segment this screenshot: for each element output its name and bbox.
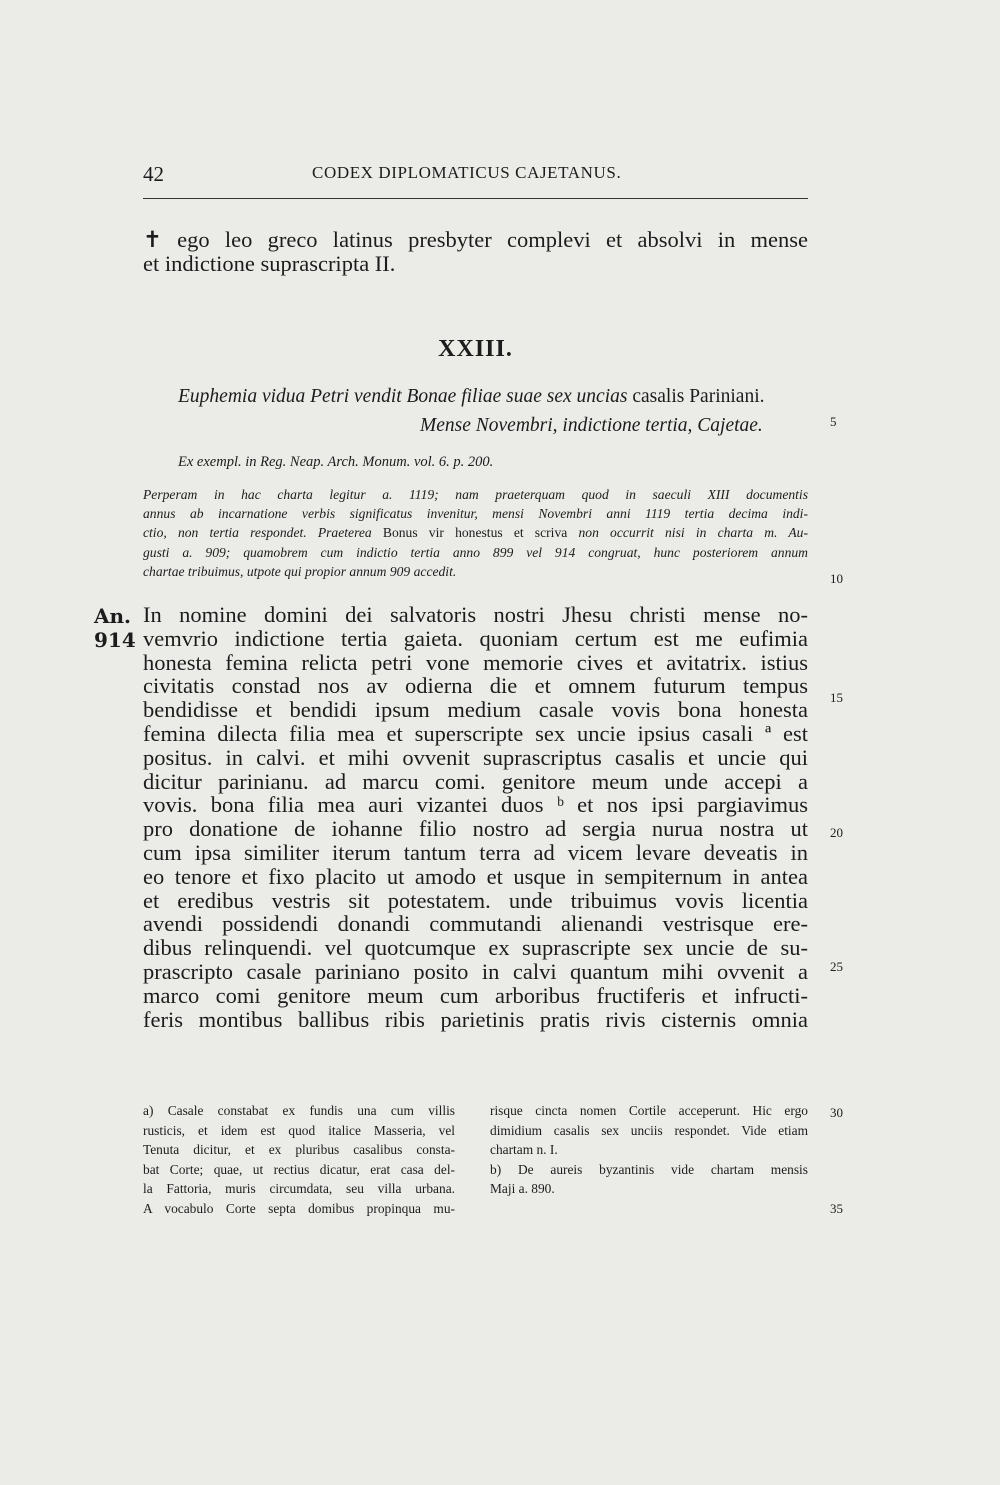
header-rule	[143, 198, 808, 199]
note-line: annus ab incarnatione verbis significatus invenitur, mensi Novembri anni 1119 tertia decima indi-	[143, 506, 808, 522]
summary-line-2: Mense Novembri, indictione tertia, Cajetae.	[420, 415, 763, 436]
summary-line-1	[178, 382, 765, 411]
footnote-line: chartam n. I.	[490, 1142, 558, 1158]
line-number: 10	[830, 571, 843, 586]
footnote-line: Tenuta dicitur, et ex pluribus casalibus consta-	[143, 1142, 455, 1158]
source-citation: Ex exempl. in Reg. Neap. Arch. Monum. vol. 6. p. 200.	[178, 454, 494, 470]
text-line: et eredibus vestris sit potestatem. unde tribuimus vovis licentia	[143, 887, 808, 913]
summary-italic: Euphemia vidua Petri vendit Bonae filiae suae sex uncias	[178, 386, 628, 407]
text-line: honesta femina relicta petri vone memorie cives et avitatrix. istius	[143, 649, 808, 675]
margin-year-label: An.	[94, 604, 132, 628]
text-line: marco comi genitore meum cum arboribus fructiferis et infructi-	[143, 982, 808, 1008]
note-line: ctio, non tertia respondet. Praeterea Bonus vir honestus et scriva non occurrit nisi in charta m. Au-	[143, 525, 809, 541]
text-line: prascripto casale pariniano posito in calvi quantum mihi ovvenit a	[143, 958, 808, 984]
footnote-line: Maji a. 890.	[490, 1181, 555, 1197]
text-line: vemvrio indictione tertia gaieta. quoniam certum est me eufimia	[143, 625, 808, 651]
continuation-text	[143, 228, 808, 276]
line-number: 30	[830, 1105, 843, 1120]
text-line: cum ipsa similiter iterum tantum terra ad vicem levare deveatis in	[143, 839, 808, 865]
text-line: dicitur parinianu. ad marcu comi. genitore meum unde accepi a	[143, 768, 808, 794]
continuation-line: et indictione suprascripta II.	[143, 250, 396, 276]
footnote-line: bat Corte; quae, ut rectius dicatur, erat casa del-	[143, 1161, 455, 1177]
footnote-line: A vocabulo Corte septa domibus propinqua mu-	[143, 1200, 455, 1216]
text-line: vovis. bona filia mea auri vizantei duos ᵇ et nos ipsi pargiavimus	[143, 792, 808, 818]
document-number: XXIII.	[438, 336, 513, 362]
footnote-column-left	[143, 1101, 455, 1219]
editorial-note	[143, 485, 808, 581]
line-number: 25	[830, 959, 843, 974]
document-text	[143, 603, 808, 1031]
continuation-line: ✝ ego leo greco latinus presbyter complevi et absolvi in mense	[143, 227, 808, 252]
running-title: CODEX DIPLOMATICUS CAJETANUS.	[312, 163, 622, 182]
text-line: avendi possidendi donandi commutandi alienandi vestrisque ere-	[143, 911, 808, 937]
note-line: chartae tribuimus, utpote qui propior annum 909 accedit.	[143, 563, 457, 579]
note-line: Perperam in hac charta legitur a. 1119; nam praeterquam quod in saeculi XIII documentis	[143, 487, 808, 502]
line-number: 35	[830, 1201, 843, 1216]
text-line: bendidisse et bendidi ipsum medium casale vovis bona honesta	[143, 697, 808, 723]
text-line: In nomine domini dei salvatoris nostri Jhesu christi mense no-	[143, 602, 808, 627]
text-line: femina dilecta filia mea et superscripte sex uncie ipsius casali ª est	[143, 720, 808, 746]
summary-upright: casalis Pariniani.	[632, 386, 765, 407]
footnote-column-right	[490, 1101, 808, 1199]
text-line: positus. in calvi. et mihi ovvenit suprascriptus casalis et uncie qui	[143, 744, 808, 770]
footnote-line: risque cincta nomen Cortile acceperunt. Hic ergo	[490, 1103, 808, 1118]
text-line: eo tenore et fixo placito ut amodo et usque in sempiternum in antea	[143, 863, 808, 889]
text-line: civitatis constad nos av odierna die et omnem futurum tempus	[143, 673, 808, 699]
margin-year: 914	[94, 628, 136, 652]
line-number: 15	[830, 690, 843, 705]
footnote-line: a) Casale constabat ex fundis una cum villis	[143, 1103, 455, 1118]
text-line: dibus relinquendi. vel quotcumque ex suprascripte sex uncie de su-	[143, 935, 808, 961]
note-line: gusti a. 909; quamobrem cum indictio tertia anno 899 vel 914 congruat, hunc posteriorem annum	[143, 544, 808, 560]
text-line: pro donatione de iohanne filio nostro ad sergia nurua nostra ut	[143, 816, 808, 842]
page-number: 42	[143, 162, 164, 186]
footnote-line: b) De aureis byzantinis vide chartam mensis	[490, 1161, 808, 1177]
footnote-line: la Fattoria, muris circumdata, seu villa urbana.	[143, 1181, 455, 1197]
text-line: feris montibus ballibus ribis parietinis pratis rivis cisternis omnia	[143, 1006, 808, 1032]
line-number: 5	[830, 414, 837, 429]
line-number: 20	[830, 825, 843, 840]
footnote-line: dimidium casalis sex unciis respondet. Vide etiam	[490, 1122, 808, 1138]
footnote-line: rusticis, et idem est quod italice Masseria, vel	[143, 1122, 455, 1138]
